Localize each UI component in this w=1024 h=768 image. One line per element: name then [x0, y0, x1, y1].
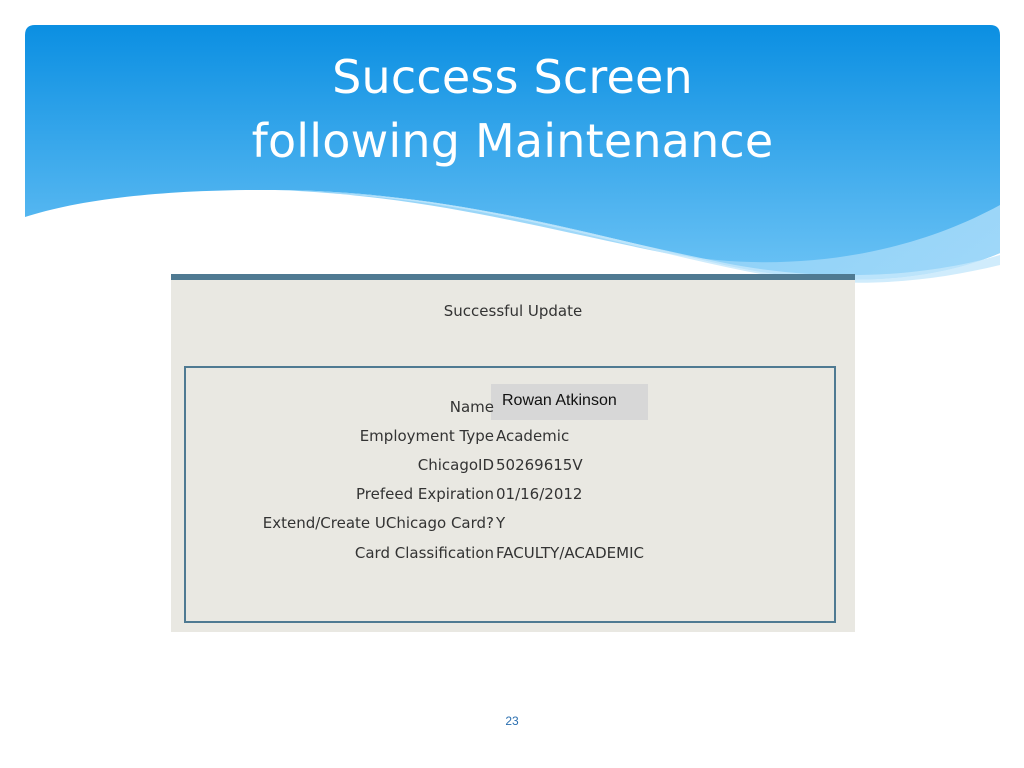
slide-title	[25, 45, 1000, 173]
name-value: Rowan Atkinson	[502, 392, 617, 409]
field-value: 01/16/2012	[496, 485, 583, 503]
page-number: 23	[505, 714, 519, 728]
success-screen-screenshot	[171, 274, 855, 632]
field-row-prefeed-expiration	[186, 485, 834, 507]
field-value: Academic	[496, 427, 570, 445]
field-label: Card Classification	[354, 544, 494, 562]
field-row-card-classification	[186, 544, 834, 566]
field-label: Employment Type	[359, 427, 494, 445]
slide-title-line-2: following Maintenance	[251, 114, 774, 168]
success-heading: Successful Update	[443, 302, 583, 320]
field-label: Extend/Create UChicago Card?	[262, 514, 494, 532]
record-details-panel	[184, 366, 836, 623]
field-row-name	[186, 398, 834, 420]
field-row-employment-type	[186, 427, 834, 449]
field-label: Name	[449, 398, 494, 416]
field-value: 50269615V	[496, 456, 583, 474]
field-value: FACULTY/ACADEMIC	[496, 544, 644, 562]
field-value: Y	[496, 514, 506, 532]
field-row-chicago-id	[186, 456, 834, 478]
field-label: ChicagoID	[417, 456, 494, 474]
field-row-extend-card	[186, 514, 834, 536]
field-label: Prefeed Expiration	[355, 485, 494, 503]
slide-title-line-1: Success Screen	[332, 50, 693, 104]
